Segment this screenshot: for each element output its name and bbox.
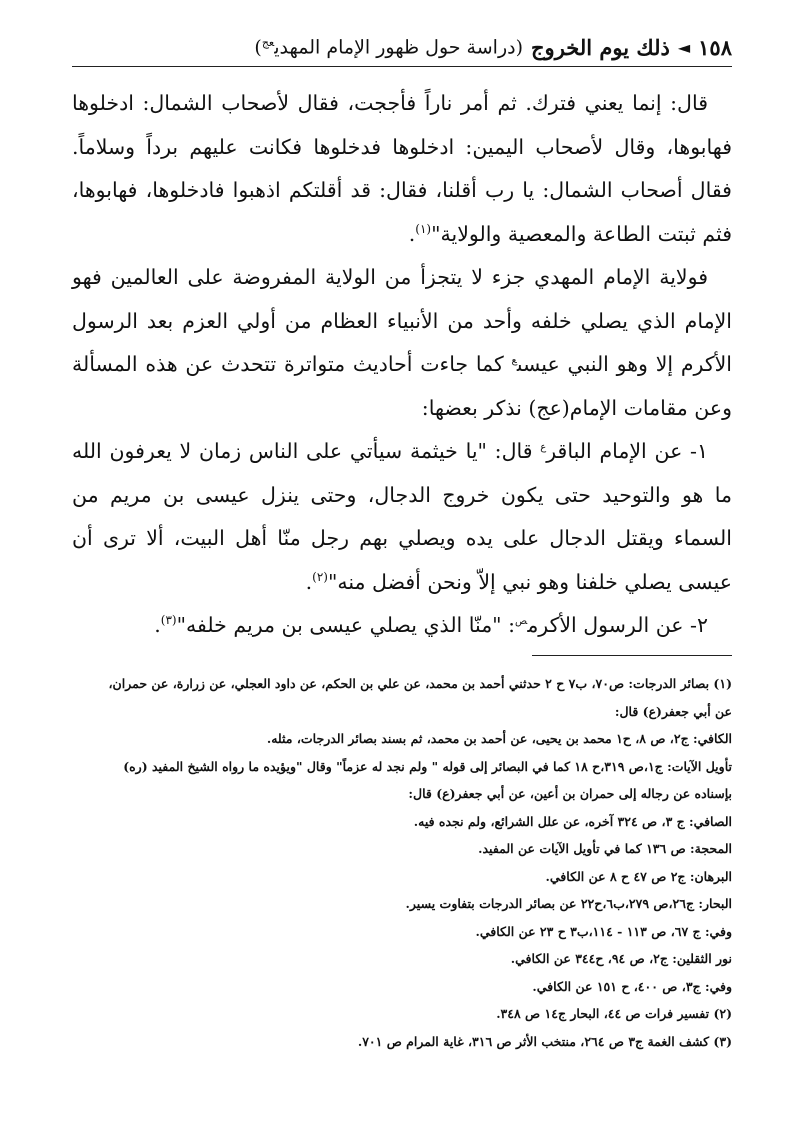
footnotes (72, 670, 732, 1055)
footnote-line: المحجة: ص ١٣٦ كما في تأويل الآيات عن المفيد. (478, 841, 732, 856)
running-header (72, 30, 732, 64)
footnote-line: البرهان: ج٢ ص ٤٧ ح ٨ عن الكافي. (545, 868, 732, 884)
paragraph-1: قال: إنما يعني فترك. ثم أمر ناراً فأججت، فقال لأصحاب الشمال: ادخلوها فهابوها، وقال لأصحاب اليمين: ادخلوها فدخلوها فكانت عليهم برداً وسلاماً. فقال أصحاب الشمال: يا رب أقلنا، فقال: قد أقلتكم اذهبوا فادخلوها، فهابوها، فثم ثبتت الطاعة والمعصية والولاية"$^{(١)}$. (72, 91, 732, 246)
footnote-line: الصافي: ج ٣، ص ٣٢٤ آخره، عن علل الشرائع، ولم نجده فيه. (413, 813, 732, 829)
footnote-line: نور الثقلين: ج٢، ص ٩٤، ح٣٤٤ عن الكافي. (510, 951, 732, 966)
footnote-line: وفي: ج ٦٧، ص ١١٣ - ١١٤،ب٣ ح ٢٣ عن الكافي. (475, 923, 732, 939)
footnote-line: تأويل الآيات: ج١،ص ٣١٩،ح ١٨ كما في البصائر إلى قوله " ولم نجد له عزماً" وقال "ويؤيده ما رواه الشيخ المفيد (ره) (123, 758, 732, 774)
footnote-line: عن أبي جعفر(ع) قال: (614, 703, 732, 719)
paragraph-4: ٢- عن الرسول الأكرم$^ص$: "منّا الذي يصلي عيسى بن مريم خلفه"$^{(٣)}$. (154, 613, 708, 637)
footnote-ref-2: (٢) (312, 569, 328, 584)
footnote-line: (١) بصائر الدرجات: ص٧٠، ب٧ ح ٢ حدثني أحمد بن محمد، عن علي بن الحكم، عن داود العجلي، عن زرارة، عن حمران، (108, 676, 732, 691)
footnote-line: البحار: ج٢٦،ص ٢٧٩،ب٦،ح٢٢ عن بصائر الدرجات بتفاوت يسير. (405, 896, 732, 911)
header-divider (72, 66, 732, 67)
main-text (72, 82, 732, 648)
paragraph-3: ١- عن الإمام الباقر$^ع$ قال: "يا خيثمة سيأتي على الناس زمان لا يعرفون الله ما هو والتوحيد حتى يكون خروج الدجال، وحتى ينزل عيسى بن مريم من السماء ويقتل الدجال على يده ويصلي بهم رجل منّا أهل البيت، ألا ترى أن عيسى يصلي خلفنا وهو نبي إلاّ ونحن أفضل منه"$^{(٢)}$. (72, 439, 732, 594)
footnote-line: (٣) كشف الغمة ج٣ ص ٢٦٤، منتخب الأثر ص ٣١٦، غاية المرام ص ٧٠١. (357, 1033, 732, 1049)
footnote-line: وفي: ج٣، ص ٤٠٠، ح ١٥١ عن الكافي. (532, 978, 732, 994)
honorific-mark: عج (261, 35, 275, 49)
footnote-divider (532, 655, 732, 656)
paragraph-2: فولاية الإمام المهدي جزء لا يتجزأ من الولاية المفروضة على العالمين فهو الإمام الذي يصلي خلفه وأحد من الأنبياء العظام من أولي العزم بعد الرسول الأكرم إلا وهو النبي عيسى$^ع$ كما جاءت أحاديث متواترة تتحدث عن هذه المسألة وعن مقامات الإمام(عج) نذكر بعضها: (72, 265, 733, 420)
footnote-line: الكافي: ج٢، ص ٨، ح١ محمد بن يحيى، عن أحمد بن محمد، ثم بسند بصائر الدرجات، مثله. (266, 731, 732, 746)
arrow-icon: ◄ (677, 37, 691, 57)
footnote-line: بإسناده عن رجاله إلى حمران بن أعين، عن أبي جعفر(ع) قال: (408, 786, 732, 801)
footnote-ref-1: (١) (415, 221, 432, 236)
honorific-mark: ع (540, 442, 547, 454)
page-number: ١٥٨ (698, 34, 732, 60)
book-title: ذلك يوم الخروج (531, 34, 670, 60)
footnote-line: (٢) تفسير فرات ص ٤٤، البحار ج١٤ ص ٣٤٨. (496, 1006, 732, 1021)
honorific-mark: ع (511, 355, 517, 367)
book-subtitle: (دراسة حول ظهور الإمام المهدي$^{عج}$) (254, 35, 523, 59)
honorific-mark: ص (515, 616, 528, 628)
footnote-ref-3: (٣) (160, 613, 177, 628)
